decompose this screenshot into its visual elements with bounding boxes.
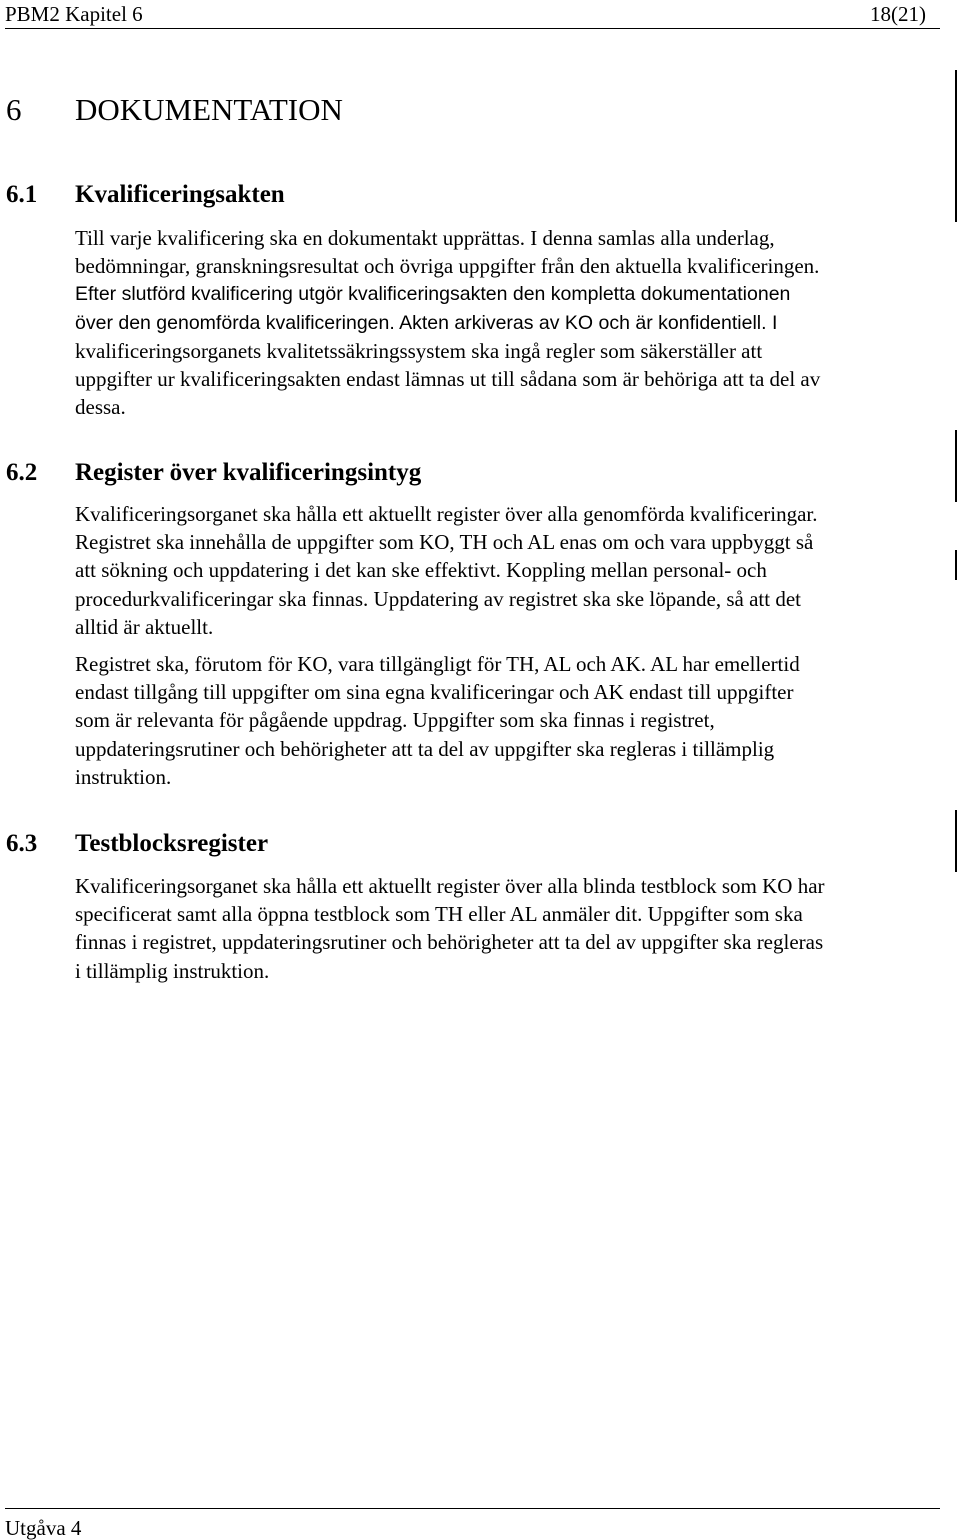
revision-change-bar: [955, 550, 957, 580]
text-line: endast tillgång till uppgifter om sina egna kvalificeringar och AK endast till uppgifter: [75, 680, 794, 705]
text-line: uppdateringsrutiner och behörigheter att ta del av uppgifter ska regleras i tillämplig: [75, 736, 775, 761]
section-number: 6.3: [6, 830, 38, 857]
text-line: bedömningar, granskningsresultat och övriga uppgifter från den aktuella kvalificeringen.: [75, 254, 820, 279]
text-line: kvalificeringsorganets kvalitetssäkringssystem ska ingå regler som säkerställer att: [75, 338, 763, 363]
text-line: dessa.: [75, 395, 126, 420]
section-6-2-paragraph-2: [75, 650, 937, 791]
section-number: 6.2: [6, 459, 38, 486]
section-number: 6.1: [6, 181, 38, 208]
page-header: [5, 2, 940, 29]
chapter-title: DOKUMENTATION: [75, 92, 343, 127]
revision-change-bar: [955, 430, 957, 502]
section-title: Testblocksregister: [75, 830, 269, 857]
chapter-number: 6: [6, 92, 22, 127]
section-6-3-paragraph: [75, 872, 937, 985]
text-line: Till varje kvalificering ska en dokumentakt upprättas. I denna samlas alla underlag,: [75, 226, 775, 250]
text-line: finnas i registret, uppdateringsrutiner och behörigheter att ta del av uppgifter ska regleras: [75, 930, 824, 955]
text-line: procedurkvalificeringar ska finnas. Uppdatering av registret ska ske löpande, så att det: [75, 586, 801, 611]
text-line: uppgifter ur kvalificeringsakten endast lämnas ut till sådana som är behöriga att ta del av: [75, 367, 821, 392]
text-line: specificerat samt alla öppna testblock som TH eller AL anmäler dit. Uppgifter som ska: [75, 902, 803, 927]
section-6-2-paragraph-1: [75, 500, 937, 641]
header-page-number: 18(21): [870, 2, 926, 26]
revision-change-bar: [955, 810, 957, 872]
text-line: att sökning och uppdatering i det kan ske effektivt. Koppling mellan personal- och: [75, 558, 767, 583]
text-line: över den genomförda kvalificeringen. Akten arkiveras av KO och är konfidentiell. I: [75, 311, 778, 334]
text-line: Kvalificeringsorganet ska hålla ett aktuellt register över alla blinda testblock som KO har: [75, 874, 825, 898]
text-line: Registret ska innehålla de uppgifter som KO, TH och AL enas om och vara uppbyggt så: [75, 530, 814, 555]
text-line: i tillämplig instruktion.: [75, 958, 270, 983]
section-title: Kvalificeringsakten: [75, 181, 285, 208]
text-line: instruktion.: [75, 764, 172, 789]
text-line: Efter slutförd kvalificering utgör kvalificeringsakten den kompletta dokumentationen: [75, 283, 791, 306]
section-title: Register över kvalificeringsintyg: [75, 459, 422, 486]
text-line: Registret ska, förutom för KO, vara tillgängligt för TH, AL och AK. AL har emellertid: [75, 652, 800, 676]
header-document-title: PBM2 Kapitel 6: [5, 2, 143, 26]
section-6-1-paragraph: [75, 224, 937, 421]
footer-edition: Utgåva 4: [5, 1516, 82, 1540]
revision-change-bar: [955, 70, 957, 222]
text-line: alltid är aktuellt.: [75, 614, 214, 639]
text-line: Kvalificeringsorganet ska hålla ett aktuellt register över alla genomförda kvalificeringar.: [75, 502, 818, 526]
page-footer: [5, 1508, 940, 1540]
text-line: som är relevanta för pågående uppdrag. Uppgifter som ska finnas i registret,: [75, 708, 715, 733]
